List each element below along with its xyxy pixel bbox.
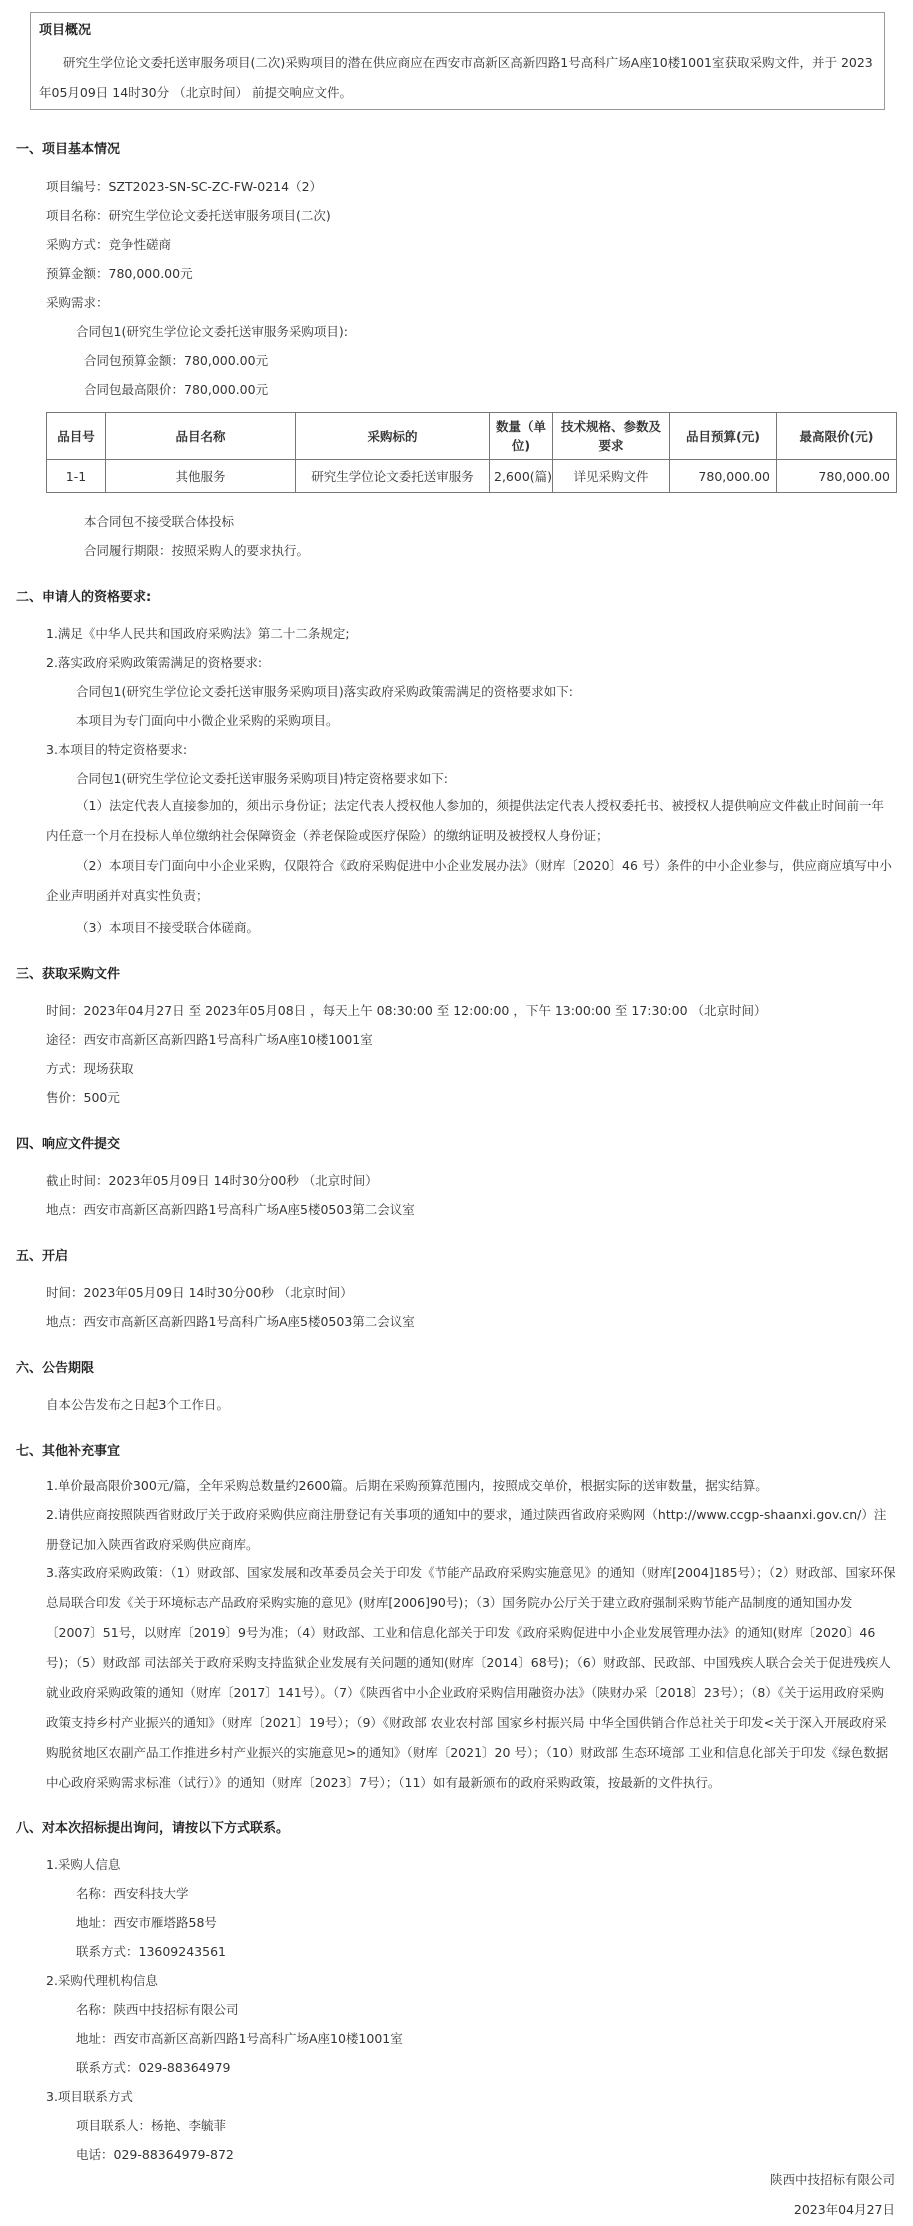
table-cell: 详见采购文件 [553, 460, 670, 493]
qualification-2-detail: 本项目为专门面向中小微企业采购的采购项目。 [76, 713, 339, 728]
table-cell: 其他服务 [106, 460, 296, 493]
table-cell: 研究生学位论文委托送审服务 [296, 460, 490, 493]
acquire-method: 方式：现场获取 [46, 1061, 134, 1076]
acquire-channel: 途径：西安市高新区高新四路1号高科广场A座10楼1001室 [46, 1032, 373, 1047]
section-3-title: 三、获取采购文件 [16, 967, 121, 982]
procurement-method: 采购方式：竞争性磋商 [46, 237, 172, 252]
opening-time: 时间：2023年05月09日 14时30分00秒 （北京时间） [46, 1285, 353, 1300]
section-4-title: 四、响应文件提交 [16, 1137, 121, 1152]
qualification-3-item-1: （1）法定代表人直接参加的，须出示身份证；法定代表人授权他人参加的，须提供法定代表人授权委托书、被授权人提供响应文件截止时间前一年内任意一个月在投标人单位缴纳社会保障资金（养老保险或医疗保险）的缴纳证明及被授权人身份证； [46, 798, 884, 843]
acquire-price: 售价：500元 [46, 1090, 120, 1105]
signature-date: 2023年04月27日 [793, 2202, 895, 2217]
section-6-title: 六、公告期限 [16, 1361, 95, 1376]
contract-period: 合同履行期限：按照采购人的要求执行。 [84, 543, 310, 558]
project-number: 项目编号：SZT2023-SN-SC-ZC-FW-0214（2） [46, 179, 323, 194]
qualification-1: 1.满足《中华人民共和国政府采购法》第二十二条规定; [46, 626, 350, 641]
supplement-3: 3.落实政府采购政策：（1）财政部、国家发展和改革委员会关于印发《节能产品政府采购实施意见》的通知（财库[2004]185号）；（2）财政部、国家环保总局联合印发《关于环境标志产品政府采购实施的意见》(财库[2006]90号)；（3）国务院办公厅关于建立政府强制采购节能产品制度的通知国办发〔2007〕51号，以财库〔2019〕9号为准；（4）财政部、工业和信息化部关于印发《政府采购促进中小企业发展管理办法》的通知(财库〔2020〕46号)；（5）财政部 司法部关于政府采购支持监狱企业发展有关问题的通知(财库〔2014〕68号)；（6）财政部、民政部、中国残疾人联合会关于促进残疾人就业政府采购政策的通知（财库〔2017〕141号）。（7）《陕西省中小企业政府采购信用融资办法》（陕财办采〔2018〕23号）；（8）《关于运用政府采购政策支持乡村产业振兴的通知》（财库〔2021〕19号）；（9）《财政部 农业农村部 国家乡村振兴局 中华全国供销合作总社关于印发<关于深入开展政府采购脱贫地区农副产品工作推进乡村产业振兴的实施意见>的通知》（财库〔2021〕20 号）；（10）财政部 生态环境部 工业和信息化部关于印发《绿色数据中心政府采购需求标准（试行）》的通知（财库〔2023〕7号）；（11）如有最新颁布的政府采购政策，按最新的文件执行。 [46, 1565, 896, 1790]
qualification-3-item-3: （3）本项目不接受联合体磋商。 [76, 920, 259, 935]
section-5-title: 五、开启 [16, 1249, 69, 1264]
table-header: 品目预算(元) [670, 413, 777, 460]
agency-phone: 联系方式：029-88364979 [76, 2060, 231, 2075]
qualification-3-package: 合同包1(研究生学位论文委托送审服务采购项目)特定资格要求如下: [76, 771, 448, 786]
supplement-2: 2.请供应商按照陕西省财政厅关于政府采购供应商注册登记有关事项的通知中的要求，通过陕西省政府采购网（http://www.ccgp-shaanxi.gov.cn/）注册登记加入陕西省政府采购供应商库。 [46, 1507, 887, 1552]
qualification-3: 3.本项目的特定资格要求: [46, 742, 188, 757]
project-name: 项目名称：研究生学位论文委托送审服务项目(二次) [46, 208, 331, 223]
overview-text: 研究生学位论文委托送审服务项目(二次)采购项目的潜在供应商应在西安市高新区高新四路1号高科广场A座10楼1001室获取采购文件，并于 2023年05月09日 14时30分 （北京时间） 前提交响应文件。 [39, 55, 873, 100]
purchaser-info-heading: 1.采购人信息 [46, 1857, 121, 1872]
section-8-title: 八、对本次招标提出询问，请按以下方式联系。 [16, 1821, 290, 1836]
qualification-2: 2.落实政府采购政策需满足的资格要求: [46, 655, 263, 670]
contract-package: 合同包1(研究生学位论文委托送审服务采购项目): [76, 324, 348, 339]
agency-address: 地址：西安市高新区高新四路1号高科广场A座10楼1001室 [76, 2031, 403, 2046]
purchaser-phone: 联系方式：13609243561 [76, 1944, 226, 1959]
purchaser-address: 地址：西安市雁塔路58号 [76, 1915, 217, 1930]
agency-name: 名称：陕西中技招标有限公司 [76, 2002, 239, 2017]
section-7-title: 七、其他补充事宜 [16, 1444, 121, 1459]
table-header: 最高限价(元) [777, 413, 897, 460]
table-cell: 780,000.00 [670, 460, 777, 493]
supplement-1: 1.单价最高限价300元/篇，全年采购总数量约2600篇。后期在采购预算范围内，按照成交单价，根据实际的送审数量，据实结算。 [46, 1478, 768, 1493]
overview-box [30, 12, 885, 110]
table-header: 品目号 [47, 413, 106, 460]
opening-location: 地点：西安市高新区高新四路1号高科广场A座5楼0503第二会议室 [46, 1314, 415, 1329]
acquire-time: 时间：2023年04月27日 至 2023年05月08日 ，每天上午 08:30:00 至 12:00:00 ，下午 13:00:00 至 17:30:00 （北京时间） [46, 1003, 767, 1018]
qualification-3-item-2: （2）本项目专门面向中小企业采购，仅限符合《政府采购促进中小企业发展办法》（财库〔2020〕46 号）条件的中小企业参与，供应商应填写中小企业声明函并对真实性负责； [46, 858, 892, 903]
table-header: 技术规格、参数及要求 [553, 413, 670, 460]
project-contact-phone: 电话：029-88364979-872 [76, 2147, 234, 2162]
package-budget: 合同包预算金额：780,000.00元 [84, 353, 269, 368]
table-cell: 2,600(篇) [490, 460, 553, 493]
table-header-row [47, 413, 897, 460]
table-row [47, 460, 897, 493]
table-cell: 780,000.00 [777, 460, 897, 493]
procurement-needs-label: 采购需求： [46, 295, 109, 310]
overview-title: 项目概况 [39, 23, 92, 38]
table-cell: 1-1 [47, 460, 106, 493]
section-1-title: 一、项目基本情况 [16, 142, 121, 157]
submission-deadline: 截止时间：2023年05月09日 14时30分00秒 （北京时间） [46, 1173, 378, 1188]
purchaser-name: 名称：西安科技大学 [76, 1886, 189, 1901]
table-header: 数量（单位) [490, 413, 553, 460]
table-header: 品目名称 [106, 413, 296, 460]
section-2-title: 二、申请人的资格要求: [16, 590, 152, 605]
project-contact-person: 项目联系人：杨艳、李毓菲 [76, 2118, 227, 2133]
package-limit: 合同包最高限价：780,000.00元 [84, 382, 269, 397]
signature-org: 陕西中技招标有限公司 [769, 2172, 895, 2187]
table-header: 采购标的 [296, 413, 490, 460]
qualification-2-package: 合同包1(研究生学位论文委托送审服务采购项目)落实政府采购政策需满足的资格要求如下: [76, 684, 573, 699]
no-consortium-note: 本合同包不接受联合体投标 [84, 514, 235, 529]
project-contact-heading: 3.项目联系方式 [46, 2089, 133, 2104]
budget-amount: 预算金额：780,000.00元 [46, 266, 193, 281]
notice-period: 自本公告发布之日起3个工作日。 [46, 1397, 229, 1412]
agency-info-heading: 2.采购代理机构信息 [46, 1973, 158, 1988]
items-table [46, 412, 897, 493]
submission-location: 地点：西安市高新区高新四路1号高科广场A座5楼0503第二会议室 [46, 1202, 415, 1217]
